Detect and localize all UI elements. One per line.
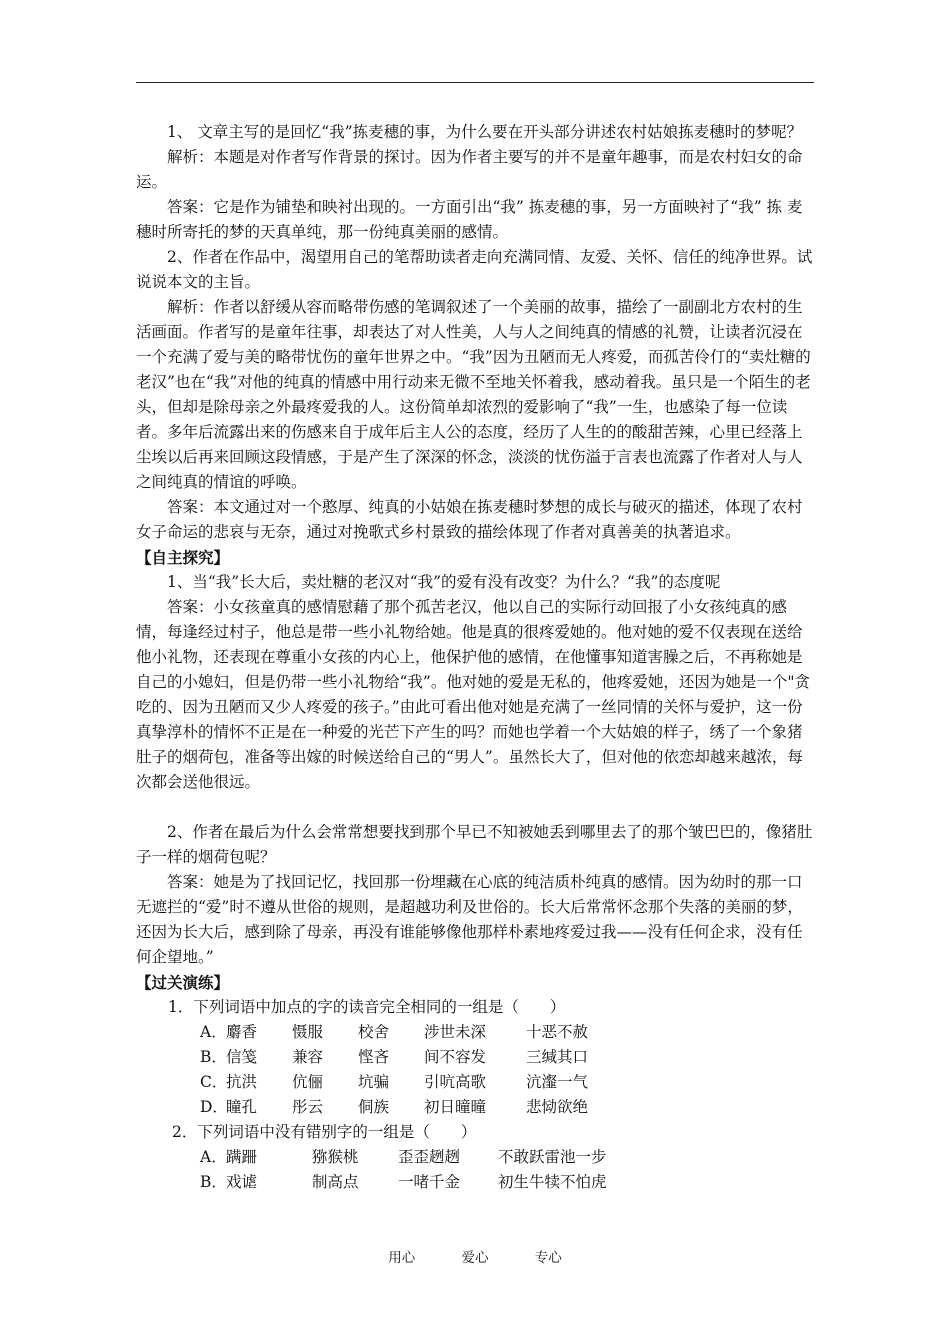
option-2b: B． 戏谑 制高点 一啫千金 初生牛犊不怕虎 [200,1173,607,1191]
explore-question-1: 1、当“我”长大后，卖灶糖的老汉对“我”的爱有没有改变？为什么？“我”的态度呢 [167,573,721,591]
question-2: 2、作者在作品中，渴望用自己的笔帮助读者走向充满同情、友爱、关怀、信任的纯净世界。试说说本文的主旨。 [136,248,813,291]
answer-2: 答案：本文通过对一个憨厚、纯真的小姑娘在拣麦穗时梦想的成长与破灭的描述，体现了农村女子命运的悲哀与无奈，通过对挽歌式乡村景致的描绘体现了作者对真善美的执著追求。 [136,498,803,541]
answer-1: 答案：它是作为铺垫和映衬出现的。一方面引出“我” 拣麦穗的事，另一方面映衬了“我” 拣 麦穗时所寄托的梦的天真单纯，那一份纯真美丽的感情。 [136,198,803,241]
section-heading-practice: 【过关演练】 [136,973,230,992]
option-1b: B． 信笺 兼容 悭吝 间不容发 三缄其口 [200,1048,589,1066]
option-1c: C． 抗洪 伉俪 坑骗 引吭高歌 沆瀣一气 [200,1073,589,1091]
section-heading-explore: 【自主探究】 [136,548,230,567]
option-1d: D． 瞳孔 彤云 侗族 初日曈曈 悲恸欲绝 [200,1098,589,1116]
explore-answer-2: 答案：她是为了找回记忆，找回那一份埋藏在心底的纯洁质朴纯真的感情。因为幼时的那一口无遮拦的“爱”时不遵从世俗的规则，是超越功利及世俗的。长大后常常怀念那个失落的美丽的梦，还因为长大后，感到除了母亲，再没有谁能够像他那样朴素地疼爱过我——没有任何企求，没有任何企望地。” [136,873,803,966]
document-body [136,120,816,1195]
analysis-1: 解析：本题是对作者写作背景的探讨。因为作者主要写的并不是童年趣事，而是农村妇女的命运。 [136,148,803,191]
analysis-2: 解析：作者以舒缓从容而略带伤感的笔调叙述了一个美丽的故事，描绘了一副副北方农村的生活画面。作者写的是童年往事，却表达了对人性美，人与人之间纯真的情感的礼赞，让读者沉浸在一个充满了爱与美的略带忧伤的童年世界之中。“我”因为丑陋而无人疼爱，而孤苦伶仃的“卖灶糖的老汉”也在“我”对他的纯真的情感中用行动来无微不至地关怀着我，感动着我。虽只是一个陌生的老头，但却是除母亲之外最疼爱我的人。这份简单却浓烈的爱影响了“我”一生，也感染了每一位读者。多年后流露出来的伤感来自于成年后主人公的态度，经历了人生的的酸甜苦辣，心里已经落上尘埃以后再来回顾这段情感，于是产生了深深的怀念，淡淡的忧伤溢于言表也流露了作者对人与人之间纯真的情谊的呼唤。 [136,298,811,491]
page-footer [0,1246,950,1266]
footer-text-3: 专心 [534,1250,562,1266]
question-1: 1、 文章主写的是回忆“我”拣麦穗的事，为什么要在开头部分讲述农村姑娘拣麦穗时的梦呢？ [167,123,803,141]
header-rule [136,82,814,83]
practice-question-1: 1．下列词语中加点的字的读音完全相同的一组是（ ） [168,998,566,1016]
option-2a: A． 蹒跚 猕猴桃 歪歪趔趔 不敢跃雷池一步 [200,1148,607,1166]
footer-text-1: 用心 [388,1250,416,1266]
option-1a: A． 麝香 慑服 校舍 涉世未深 十恶不赦 [200,1023,589,1041]
explore-answer-1: 答案：小女孩童真的感情慰藉了那个孤苦老汉，他以自己的实际行动回报了小女孩纯真的感情，每逢经过村子，他总是带一些小礼物给她。他是真的很疼爱她的。他对她的爱不仅表现在送给他小礼物，还表现在尊重小女孩的内心上，他保护他的感情，在他懂事知道害臊之后，不再称她是自己的小媳妇，但是仍带一些小礼物给“我”。他对她的爱是无私的，他疼爱她，还因为她是一个"贪吃的、因为丑陋而又少人疼爱的孩子。”由此可看出他对她是充满了一丝同情的关怀与爱护，这一份真挚淳朴的情怀不正是在一种爱的光芒下产生的吗？而她也学着一个大姑娘的样子，绣了一个象猪肚子的烟荷包，准备等出嫁的时候送给自己的“男人”。虽然长大了，但对他的依恋却越来越浓，每次都会送他很远。 [136,598,810,791]
practice-question-2: 2．下列词语中没有错别字的一组是（ ） [172,1123,477,1141]
footer-text-2: 爱心 [461,1250,489,1266]
explore-question-2: 2、作者在最后为什么会常常想要找到那个早已不知被她丢到哪里去了的那个皱巴巴的，像猪肚子一样的烟荷包呢？ [136,823,813,866]
